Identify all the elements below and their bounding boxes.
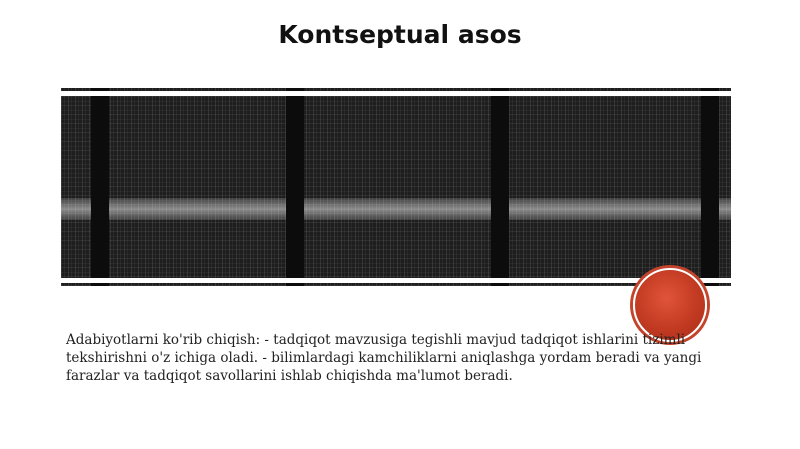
banner-pillar [701, 88, 719, 286]
banner-pillar [491, 88, 509, 286]
slide-body-text: Adabiyotlarni ko'rib chiqish: - tadqiqot mavzusiga tegishli mavjud tadqiqot ishlarini tizimli tekshirishni o'z ichiga oladi. - bilimlardagi kamchiliklarni aniqlashga yordam beradi va yangi farazlar va tadqiqot savollarini ishlab chiqishda ma'lumot beradi. [66, 332, 702, 384]
decorative-banner-image [61, 88, 731, 286]
slide-title: Kontseptual asos [278, 20, 522, 49]
banner-texture [61, 88, 731, 286]
banner-bottom-edge [61, 278, 731, 283]
banner-pillar [91, 88, 109, 286]
banner-pillar [286, 88, 304, 286]
banner-top-edge [61, 91, 731, 96]
banner-light-band [61, 198, 731, 220]
